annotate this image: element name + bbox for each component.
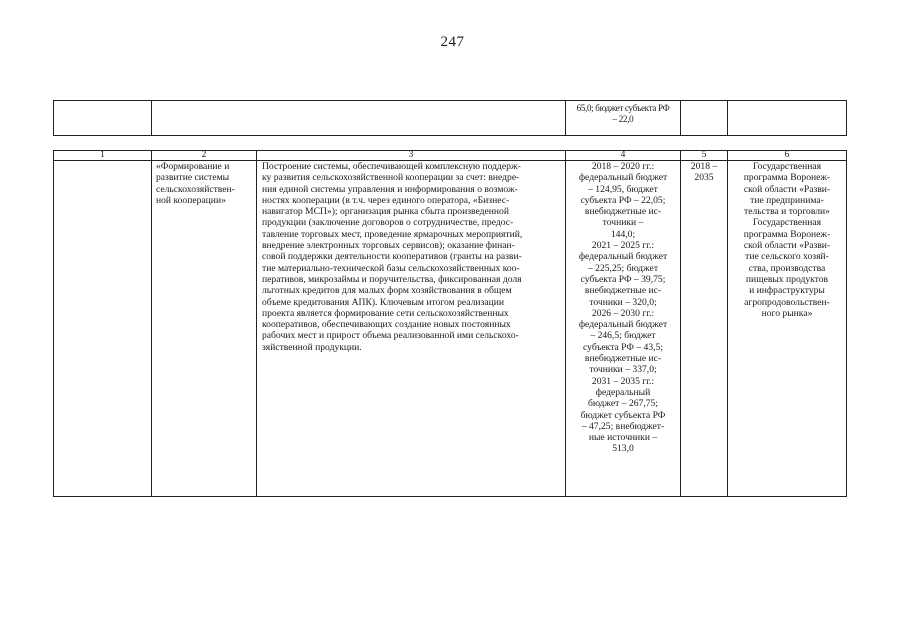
text-line: пищевых продуктов [745,273,829,285]
text-line: кооперативов, обеспечивающих создание новых постоянных [262,319,511,331]
fragment-cell-6 [728,101,847,136]
text-line: ностях кооперации (в т.ч. через единого оператора, «Бизнес- [262,194,510,206]
previous-table-fragment [53,100,847,136]
column-number: 1 [54,151,152,161]
fragment-line: – 22,0 [612,114,634,124]
text-line: ной кооперации» [156,194,226,206]
period-cell [681,161,728,497]
text-line: тие предпринима- [750,194,824,206]
text-line: «Формирование и [156,161,230,172]
text-line: тельства и торговли» [744,206,830,218]
text-line: – 225,25; бюджет [587,262,659,274]
column-number: 2 [152,151,257,161]
text-line: – 47,25; внебюджет- [581,420,665,432]
text-line: льготных кредитов для малых форм хозяйствования в общем [262,285,512,297]
fragment-line: 65,0; бюджет субъекта РФ [576,103,670,113]
column-number: 3 [257,151,566,161]
fragment-cell-5 [681,101,728,136]
text-line: ства, производства [748,262,826,274]
text-line: сельскохозяйствен- [156,183,235,195]
text-line: рабочих мест и прирост объема реализованной ими сельскохо- [262,330,519,342]
text-line: программа Воронеж- [743,172,831,184]
text-line: 2026 – 2030 гг.: [591,307,655,319]
text-line: бюджет субъекта РФ [580,409,666,421]
text-line: федеральный бюджет [578,251,668,263]
text-line: субъекта РФ – 43,5; [583,341,663,353]
fragment-cell-1 [54,101,152,136]
text-line: – 246,5; бюджет [590,330,656,342]
text-line: 2018 – 2020 гг.: [591,161,655,172]
text-line: федеральный бюджет [578,172,668,184]
column-number: 4 [566,151,681,161]
column-number: 6 [728,151,847,161]
funding-cell [566,161,681,497]
text-line: тие сельского хозяй- [745,251,829,263]
column-number: 5 [681,151,728,161]
text-line: навигатор МСП»); организация рынка сбыта произведенной [262,206,509,218]
text-line: перативов, микрозаймы и поручительства, фиксированная доля [262,273,522,285]
text-line: 513,0 [612,443,634,455]
text-line: объеме кредитования АПК). Ключевым итогом реализации [262,296,505,308]
text-line: программа Воронеж- [743,228,831,240]
text-line: Государственная [752,217,822,229]
text-line: совой поддержки деятельности кооперативов (гранты на разви- [262,251,522,263]
page-number: 247 [440,34,465,50]
text-line: ного рынка» [761,307,813,319]
text-line: ской области «Разви- [743,240,831,252]
text-line: ния единой системы управления и информирования о возмож- [262,183,518,195]
text-line: тие материально-технической базы сельскохозяйственных коо- [262,262,520,274]
project-table [53,150,847,497]
text-line: 2035 [694,172,714,184]
text-line: агропродовольствен- [744,296,830,308]
text-line: продукции (заключение договоров о сотрудничестве, предос- [262,217,514,229]
fragment-cell-2-3 [152,101,566,136]
text-line: точники – 320,0; [589,296,657,308]
text-line: ской области «Разви- [743,183,831,195]
program-cell [728,161,847,497]
text-line: ку развития сельскохозяйственной кооперации за счет: внедре- [262,172,520,184]
table-row [54,161,847,497]
text-line: 2031 – 2035 гг.: [591,375,655,387]
text-line: 2018 – [690,161,718,172]
text-line: субъекта РФ – 22,05; [580,194,666,206]
row-number-cell [54,161,152,497]
text-line: субъекта РФ – 39,75; [580,273,666,285]
fragment-cell-funding [566,101,681,136]
text-line: развитие системы [156,172,230,184]
text-line: тавление торговых мест, проведение ярмарочных мероприятий, [262,228,523,240]
text-line: внебюджетные ис- [584,206,662,218]
text-line: ные источники – [588,432,658,444]
project-name-cell [152,161,257,497]
text-line: проекта является формирование сети сельскохозяйственных [262,307,509,319]
text-line: внебюджетные ис- [584,353,662,365]
text-line: внедрение электронных торговых сервисов); оказание финан- [262,240,515,252]
text-line: Государственная [752,161,822,172]
text-line: бюджет – 267,75; [587,398,659,410]
project-description-cell [257,161,566,497]
text-line: Построение системы, обеспечивающей комплексную поддерж- [262,161,521,172]
text-line: и инфраструктуры [749,285,825,297]
text-line: точники – [602,217,644,229]
column-number-row [54,151,847,161]
text-line: 2021 – 2025 гг.: [591,240,655,252]
text-line: 144,0; [610,228,636,240]
text-line: федеральный [595,386,651,398]
text-line: зяйственной продукции. [262,341,362,353]
text-line: внебюджетные ис- [584,285,662,297]
text-line: – 124,95, бюджет [588,183,658,195]
text-line: федеральный бюджет [578,319,668,331]
text-line: точники – 337,0; [589,364,657,376]
